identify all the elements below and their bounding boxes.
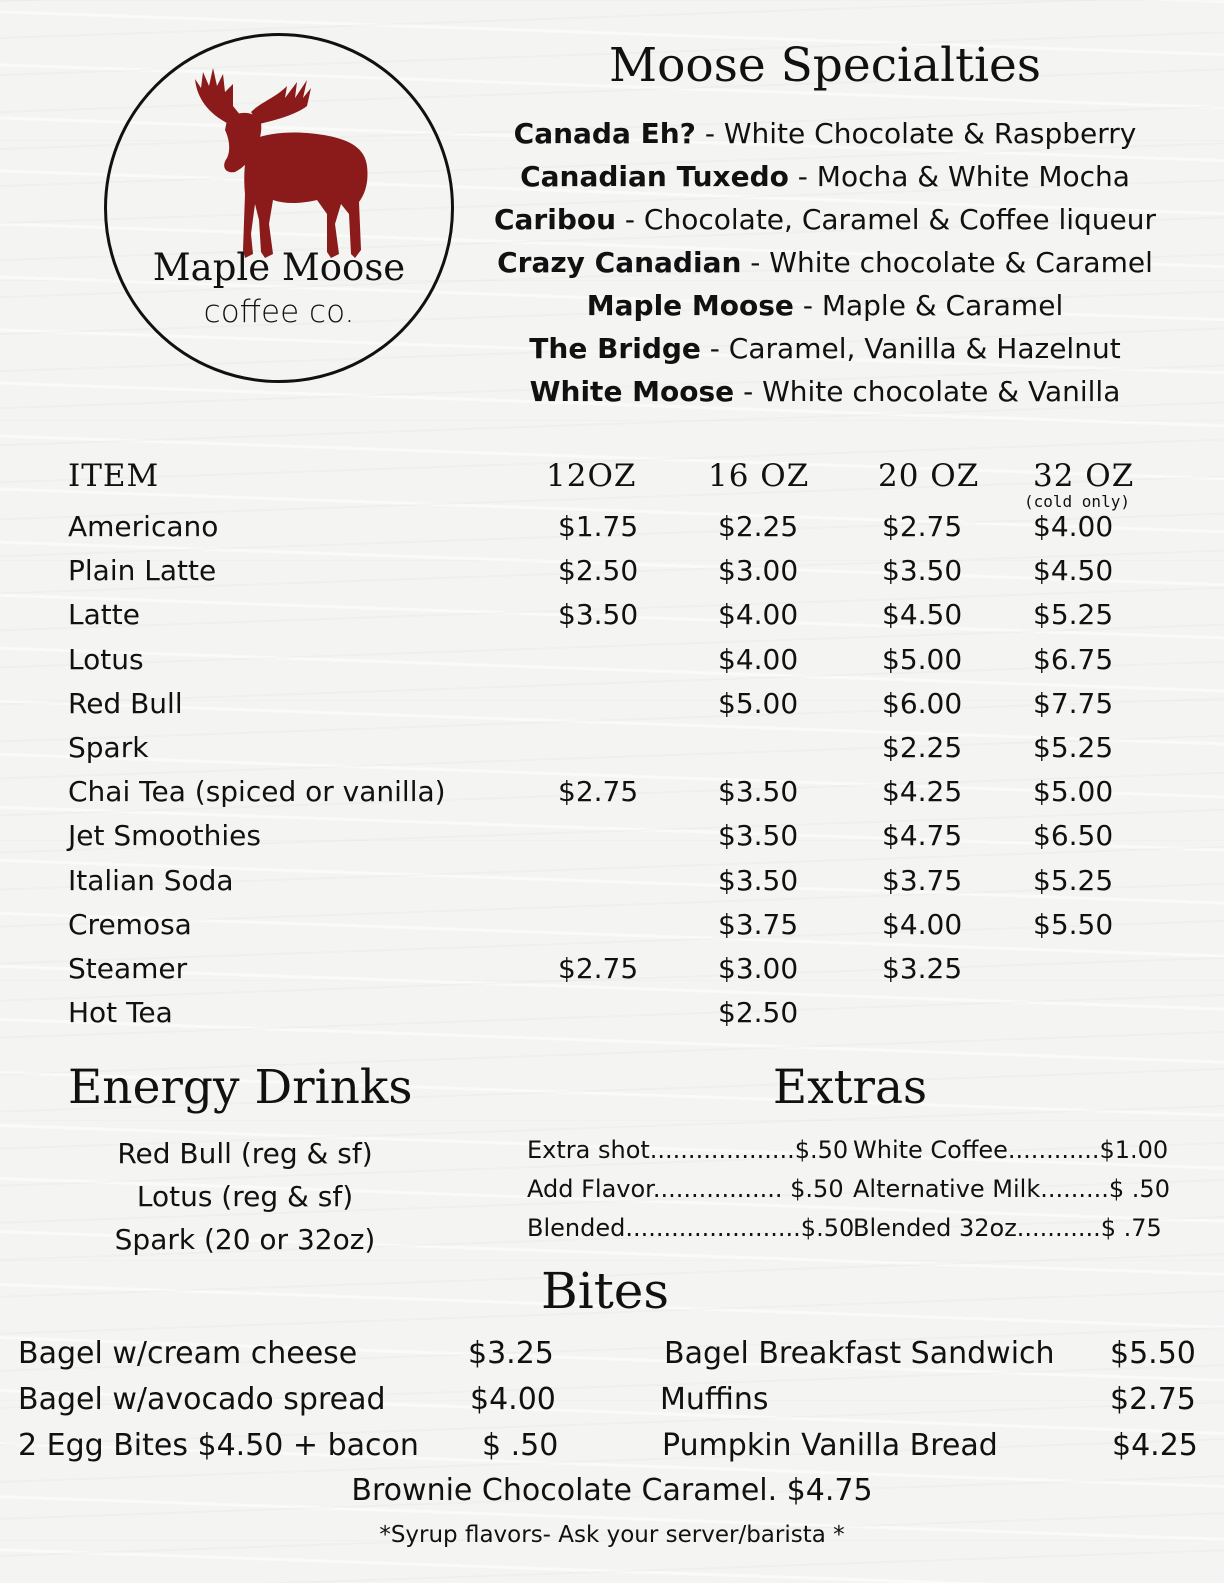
menu-row [0,598,1224,642]
brand-logo [104,33,454,383]
price-12oz: $3.50 [558,598,639,632]
header-12oz: 12OZ [546,458,637,494]
price-20oz: $3.25 [882,951,963,985]
header-20oz: 20 OZ [878,458,980,494]
energy-item: Spark (20 or 32oz) [114,1223,376,1256]
price-20oz: $2.75 [882,510,963,543]
specialty-name: The Bridge [529,332,701,365]
bite-name: Bagel w/avocado spread [18,1382,386,1417]
price-20oz: $3.75 [882,863,963,897]
item-name: Jet Smoothies [68,819,261,853]
price-16oz: $2.25 [718,510,799,543]
price-32oz: $4.00 [1033,510,1114,543]
price-20oz: $2.25 [882,730,963,764]
header-32oz-note: (cold only) [1024,492,1130,511]
extra-item: Alternative Milk.........$ .50 [853,1175,1170,1203]
item-name: Lotus [68,642,144,676]
price-32oz: $7.75 [1033,686,1114,720]
price-16oz: $3.75 [718,907,799,941]
extras-title: Extras [772,1060,928,1115]
price-20oz: $3.50 [882,554,963,588]
price-12oz: $2.50 [558,554,639,588]
bite-price: $3.25 [468,1336,554,1371]
specialty-name: Canadian Tuxedo [520,160,789,193]
menu-row [0,731,1224,775]
bite-name: 2 Egg Bites $4.50 + bacon [18,1428,419,1463]
energy-drinks-title: Energy Drinks [68,1060,413,1115]
specialty-name: Maple Moose [586,289,794,322]
bites-title: Bites [540,1262,670,1320]
price-20oz: $6.00 [882,686,963,720]
price-12oz: $2.75 [558,775,639,809]
syrup-note: *Syrup flavors- Ask your server/barista * [379,1522,845,1548]
menu-row [0,687,1224,731]
item-name: Spark [68,730,149,764]
price-20oz: $4.25 [882,775,963,809]
menu-row [0,864,1224,908]
specialty-desc: - Maple & Caramel [793,289,1064,322]
price-20oz: $4.50 [882,598,963,632]
item-name: Americano [68,510,219,543]
extra-item: Blended 32oz...........$ .75 [853,1214,1162,1242]
brand-name: Maple Moose [152,246,406,289]
menu-row [0,819,1224,863]
price-12oz: $1.75 [558,510,639,543]
extra-item: Extra shot...................$.50 [527,1136,849,1164]
specialty-item [470,284,1180,327]
specialty-desc: - Caramel, Vanilla & Hazelnut [700,332,1121,365]
specialty-desc: - Mocha & White Mocha [788,160,1130,193]
menu-row [0,952,1224,996]
item-name: Chai Tea (spiced or vanilla) [68,775,446,809]
price-32oz: $5.25 [1033,863,1114,897]
item-name: Cremosa [68,907,192,941]
energy-item: Lotus (reg & sf) [136,1180,354,1213]
price-20oz: $5.00 [882,642,963,676]
price-table [0,510,1224,1040]
bite-price: $ .50 [482,1428,559,1463]
price-20oz: $4.75 [882,819,963,853]
price-16oz: $3.50 [718,775,799,809]
price-32oz: $5.00 [1033,775,1114,809]
item-name: Italian Soda [68,863,234,897]
price-16oz: $3.50 [718,863,799,897]
price-16oz: $3.50 [718,819,799,853]
bite-price: $2.75 [1110,1382,1196,1417]
menu-row [0,643,1224,687]
price-32oz: $4.50 [1033,554,1114,588]
specialty-name: Caribou [493,203,617,236]
header-16oz: 16 OZ [708,458,810,494]
energy-item: Red Bull (reg & sf) [117,1137,373,1170]
price-16oz: $3.00 [718,554,799,588]
extra-item: Blended.......................$.50 [527,1214,855,1242]
moose-icon [189,54,379,264]
specialty-item [470,198,1180,241]
specialty-desc: - Chocolate, Caramel & Coffee liqueur [616,203,1157,236]
menu-row [0,510,1224,554]
specialty-desc: - White chocolate & Caramel [741,246,1153,279]
header-32oz: 32 OZ [1033,458,1135,494]
price-32oz: $6.50 [1033,819,1114,853]
specialty-desc: - White Chocolate & Raspberry [695,117,1137,150]
specialty-item [470,241,1180,284]
price-32oz: $5.25 [1033,598,1114,632]
specialty-desc: - White chocolate & Vanilla [734,375,1121,408]
bite-name: Bagel Breakfast Sandwich [664,1336,1055,1371]
specialty-item [470,112,1180,155]
price-32oz: $5.50 [1033,907,1114,941]
price-20oz: $4.00 [882,907,963,941]
brand-subtitle: coffee co. [203,294,355,330]
specialty-name: Crazy Canadian [497,246,742,279]
bite-name: Pumpkin Vanilla Bread [662,1428,998,1463]
price-16oz: $2.50 [718,996,799,1030]
item-name: Plain Latte [68,554,217,588]
specialty-item [470,155,1180,198]
price-16oz: $5.00 [718,686,799,720]
bite-name: Bagel w/cream cheese [18,1336,358,1371]
bite-price: $4.00 [470,1382,556,1417]
price-16oz: $4.00 [718,598,799,632]
menu-row [0,908,1224,952]
specialty-name: White Moose [529,375,735,408]
price-16oz: $4.00 [718,642,799,676]
specialty-item [470,327,1180,370]
item-name: Hot Tea [68,996,173,1030]
specialties-title: Moose Specialties [609,38,1041,93]
specialty-item [470,370,1180,413]
menu-row [0,996,1224,1040]
item-name: Latte [68,598,140,632]
bite-price: $5.50 [1110,1336,1196,1371]
specialties-list [470,112,1180,413]
item-name: Red Bull [68,686,183,720]
extra-item: Add Flavor................. $.50 [527,1175,844,1203]
bite-name: Muffins [660,1382,769,1417]
header-item: ITEM [68,458,160,494]
extra-item: White Coffee............$1.00 [853,1136,1169,1164]
energy-drinks-list [100,1132,390,1261]
specialty-name: Canada Eh? [513,117,696,150]
bite-price: $4.25 [1112,1428,1198,1463]
price-32oz: $6.75 [1033,642,1114,676]
menu-row [0,775,1224,819]
price-16oz: $3.00 [718,951,799,985]
price-32oz: $5.25 [1033,730,1114,764]
menu-row [0,554,1224,598]
price-12oz: $2.75 [558,951,639,985]
item-name: Steamer [68,951,188,985]
brownie-item: Brownie Chocolate Caramel. $4.75 [351,1473,873,1508]
